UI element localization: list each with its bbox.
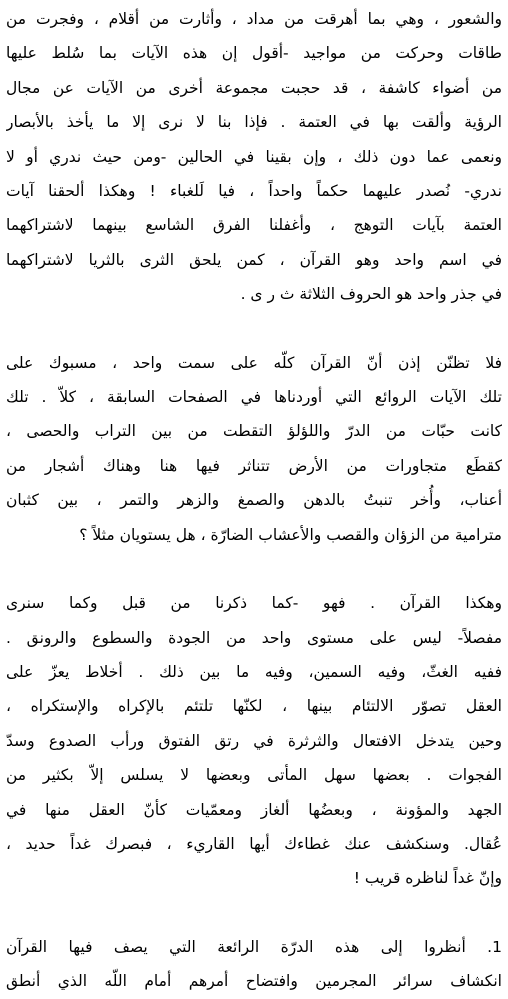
paragraph-2 xyxy=(6,346,502,552)
text-line: عُقال. وسنكشف عنك غطاءك أيها القاريء ، فبصرك غداً حديد ، xyxy=(6,834,502,853)
text-line: ونعمى عما دون ذلك ، وإن بقينا في الحالين -ومن حيث ندري أو لا xyxy=(6,147,502,166)
paragraph-spacer xyxy=(6,312,502,346)
text-line: وهكذا القرآن . فهو -كما ذكرنا من قبل وكما سنرى xyxy=(6,594,502,613)
paragraph-3 xyxy=(6,586,502,896)
text-line: كانت حبّات من الدرّ واللؤلؤ التقطت من بين التراب والحصى ، xyxy=(6,422,502,441)
text-line: تلك الآيات الروائع التي أوردناها في الصفحات السابقة ، كلاّ . تلك xyxy=(6,388,502,407)
text-line: انكشاف سرائر المجرمين وافتضاح أمرهم أمام اللّه الذي أنطق xyxy=(6,972,502,991)
text-line: الفجوات . بعضها سهل المأتى وبعضها لا يسلس إلاّ بكثير من xyxy=(6,766,502,785)
text-line: كقطَع متجاورات من الأرض تتناثر فيها هنا وهناك أشجار من xyxy=(6,456,502,475)
text-line: وإنّ غداً لناظره قريب ! xyxy=(353,869,502,888)
text-line: فلا تظنّن إذن أنّ القرآن كلّه على سمت واحد ، مسبوك على xyxy=(6,353,502,372)
text-line: ندري- نُصدر عليهما حكماً واحداً ، فيا لَلغباء ! وهكذا ألحقنا آيات xyxy=(6,182,502,201)
paragraph-spacer xyxy=(6,552,502,586)
text-line: 1. أنظروا إلى هذه الدرّة الرائعة التي يصف فيها القرآن xyxy=(6,937,502,956)
text-line: العقل تصوّر الالتئام بينها ، لكنّها تلتئم بالإكراه والإستكراه ، xyxy=(6,697,502,716)
text-line: مفصلاً- ليس على مستوى واحد من الجودة والسطوع والرونق . xyxy=(6,628,502,647)
text-line: مترامية من الزؤان والقصب والأعشاب الضارّة ، هل يستويان مثلاً ؟ xyxy=(79,525,502,544)
paragraph-spacer xyxy=(6,896,502,930)
text-line: العتمة بآيات التوهج ، وأغفلنا الفرق الشاسع بينهما لاشتراكهما xyxy=(6,216,502,235)
footnote-paragraph xyxy=(6,930,502,999)
text-line: في جذر واحد هو الحروف الثلاثة ث ر ى . xyxy=(240,285,502,304)
text-line: طاقات وحركت من مواجيد -أقول إن هذه الآيات بما سُلط عليها xyxy=(6,44,502,63)
text-line: في اسم واحد وهو القرآن ، كمن يلحق الثرى بالثريا لاشتراكهما xyxy=(6,250,502,269)
text-line: الرؤية وألقت بها في العتمة . فإذا بنا لا نرى إلا ما يأخذ بالأبصار xyxy=(6,113,502,132)
text-line: الجهد والمؤونة ، وبعضُها ألغاز ومعمّيات كأنّ العقل منها في xyxy=(6,800,502,819)
text-line: من أضواء كاشفة ، قد حجبت مجموعة أخرى من الآيات عن مجال xyxy=(6,78,502,97)
text-line: أعناب، وأُخر تنبتُ بالدهن والصمغ والزهر والتمر ، بين كثبان xyxy=(6,491,502,510)
text-line: ففيه الغثّ، وفيه السمين، وفيه ما بين ذلك . أخلاط يعزّ على xyxy=(6,662,502,681)
paragraph-1 xyxy=(6,2,502,312)
text-line: والشعور ، وهي بما أهرقت من مداد ، وأثارت من أقلام ، وفجرت من xyxy=(6,10,502,28)
text-line: وحين يتدخل الافتعال والثرثرة في رتق الفتوق ورأب الصدوع وسدّ xyxy=(6,731,502,750)
